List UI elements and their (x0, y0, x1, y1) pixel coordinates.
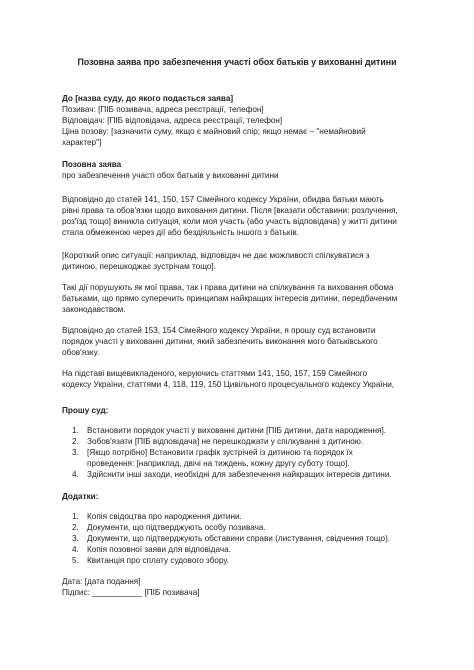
paragraph-2 (62, 250, 414, 272)
attachment-item (72, 522, 414, 533)
date-line: Дата: [дата подання] (62, 577, 141, 586)
item-number: 2. (72, 523, 79, 532)
item-number: 4. (72, 470, 79, 479)
item-text: Зобов'язати [ПІБ відповідача] не перешкоджати у спілкуванні з дитиною. (87, 437, 364, 446)
defendant-line: Відповідач: [ПІБ відповідача, адреса реєстрації, телефон] (62, 116, 283, 125)
item-number: 2. (72, 437, 79, 446)
requests-heading: Прошу суд: (62, 406, 109, 415)
request-item (72, 447, 414, 469)
attachment-item (72, 544, 414, 555)
paragraph-line: Відповідно до статей 153, 154 Сімейного кодексу України, я прошу суд встановити (62, 326, 376, 335)
item-text-cont: проведення: [наприклад, двічі на тиждень, кожну другу суботу тощо]. (87, 459, 350, 468)
request-item (72, 436, 414, 447)
paragraph-line: кодексу України, статтями 4, 118, 119, 150 Цивільного процесуального кодексу України, (62, 380, 395, 389)
plaintiff-line: Позивач: [ПІБ позивача, адреса реєстрації, телефон] (62, 105, 264, 114)
paragraph-line: Відповідно до статей 141, 150, 157 Сімейного кодексу України, обидва батьки мають (62, 195, 384, 204)
claim-price-line: Ціна позову: [зазначити суму, якщо є майновий спір; якщо немає – "немайновий (62, 127, 366, 136)
document-title: Позовна заява про забезпечення участі обох батьків у вихованні дитини (77, 57, 397, 67)
attachment-item (72, 533, 414, 544)
footer-block (62, 576, 414, 598)
attachments-heading: Додатки: (62, 492, 99, 501)
doc-heading (62, 159, 414, 181)
item-text: Копія позовної заяви для відповідача. (87, 545, 231, 554)
item-number: 5. (72, 556, 79, 565)
court-line: До [назва суду, до якого подається заява] (62, 94, 234, 103)
paragraph-line: дитиною, перешкоджає зустрічам тощо]. (62, 262, 216, 271)
paragraph-line: батьками, що прямо суперечить принципам найкращих інтересів дитини, передбаченим (62, 294, 398, 303)
doc-heading-subtitle: про забезпечення участі обох батьків у вихованні дитини (62, 171, 279, 180)
request-item (72, 425, 414, 436)
item-text: Квитанція про сплату судового збору. (87, 556, 229, 565)
item-text: Копія свідоцтва про народження дитини. (87, 512, 242, 521)
attachment-item (72, 555, 414, 566)
attachments-list (72, 511, 414, 566)
item-text: Документи, що підтверджують особу позивача. (87, 523, 266, 532)
paragraph-line: обов'язку. (62, 348, 100, 357)
doc-heading-title: Позовна заява (62, 160, 122, 169)
item-text: [Якщо потрібно] Встановити графік зустрічей із дитиною та порядок їх (87, 448, 353, 457)
paragraph-line: порядок участі у вихованні дитини, який забезпечить виконання мого батьківського (62, 337, 378, 346)
requests-list (72, 425, 414, 480)
paragraph-line: На підставі вищевикладеного, керуючись статтями 141, 150, 157, 159 Сімейного (62, 369, 368, 378)
attachment-item (72, 511, 414, 522)
item-text: Здійснити інші заходи, необхідні для забезпечення найкращих інтересів дитини. (87, 470, 392, 479)
paragraph-3 (62, 282, 414, 315)
item-number: 1. (72, 512, 79, 521)
item-number: 4. (72, 545, 79, 554)
header-block (62, 93, 414, 148)
paragraph-1 (62, 194, 414, 238)
paragraph-line: законодавством. (62, 305, 126, 314)
item-number: 3. (72, 534, 79, 543)
item-text: Документи, що підтверджують обставини справи (листування, свідчення тощо). (87, 534, 391, 543)
request-item (72, 469, 414, 480)
item-text: Встановити порядок участі у вихованні дитини [ПІБ дитини, дата народження]. (87, 426, 386, 435)
item-number: 1. (72, 426, 79, 435)
paragraph-line: роз'їзд тощо] виникла ситуація, коли моя участь (або участь відповідача) у житті дитини (62, 217, 397, 226)
paragraph-5 (62, 368, 414, 390)
item-number: 3. (72, 448, 79, 457)
signature-line: Підпис: ___________ [ПІБ позивача] (62, 588, 200, 597)
claim-price-line-cont: характер"] (62, 138, 102, 147)
paragraph-line: рівні права та обов'язки щодо виховання дитини. Після [вказати обставини: розлучення, (62, 206, 398, 215)
paragraph-line: стала обмеженою через дії або бездіяльність іншого з батьків. (62, 228, 299, 237)
paragraph-line: [Короткий опис ситуації: наприклад, відповідач не дає можливості спілкуватися з (62, 251, 370, 260)
paragraph-4 (62, 325, 414, 358)
paragraph-line: Такі дії порушують як мої права, так і права дитини на спілкування та виховання обома (62, 283, 394, 292)
